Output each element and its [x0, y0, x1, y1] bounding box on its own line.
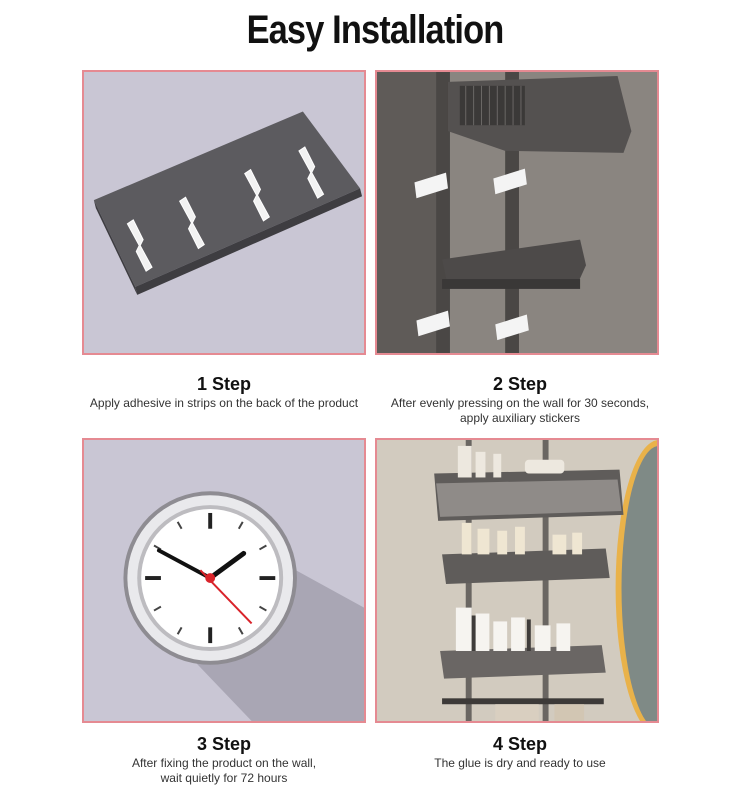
step-3-description	[70, 756, 378, 786]
step-3-description-line-2: wait quietly for 72 hours	[160, 771, 288, 785]
step-1-caption	[70, 374, 378, 411]
step-1-description: Apply adhesive in strips on the back of the product	[89, 396, 359, 410]
step-3-image-clock	[82, 438, 366, 723]
step-4-description: The glue is dry and ready to use	[434, 756, 606, 770]
step-3-caption	[70, 734, 378, 786]
step-1-image-adhesive-plate	[82, 70, 366, 355]
installed-shelf-illustration	[377, 440, 657, 721]
step-2-description	[370, 396, 670, 426]
step-3-description-line-1: After fixing the product on the wall,	[131, 756, 317, 770]
step-4-caption	[370, 734, 670, 771]
step-2-image-shelf-stickers	[375, 70, 659, 355]
step-2-description-line-1: After evenly pressing on the wall for 30 seconds,	[390, 396, 650, 410]
step-2-title: 2 Step	[492, 374, 548, 394]
step-4-image-installed-shelf	[375, 438, 659, 723]
step-2-caption	[370, 374, 670, 426]
step-3-title: 3 Step	[196, 734, 252, 754]
adhesive-plate-illustration	[84, 72, 364, 353]
step-4-title: 4 Step	[492, 734, 548, 754]
clock-icon	[84, 440, 364, 721]
step-2-description-line-2: apply auxiliary stickers	[459, 411, 581, 425]
page-title: Easy Installation	[246, 8, 504, 52]
shelf-sticker-illustration	[377, 72, 657, 353]
step-1-title: 1 Step	[196, 374, 252, 394]
